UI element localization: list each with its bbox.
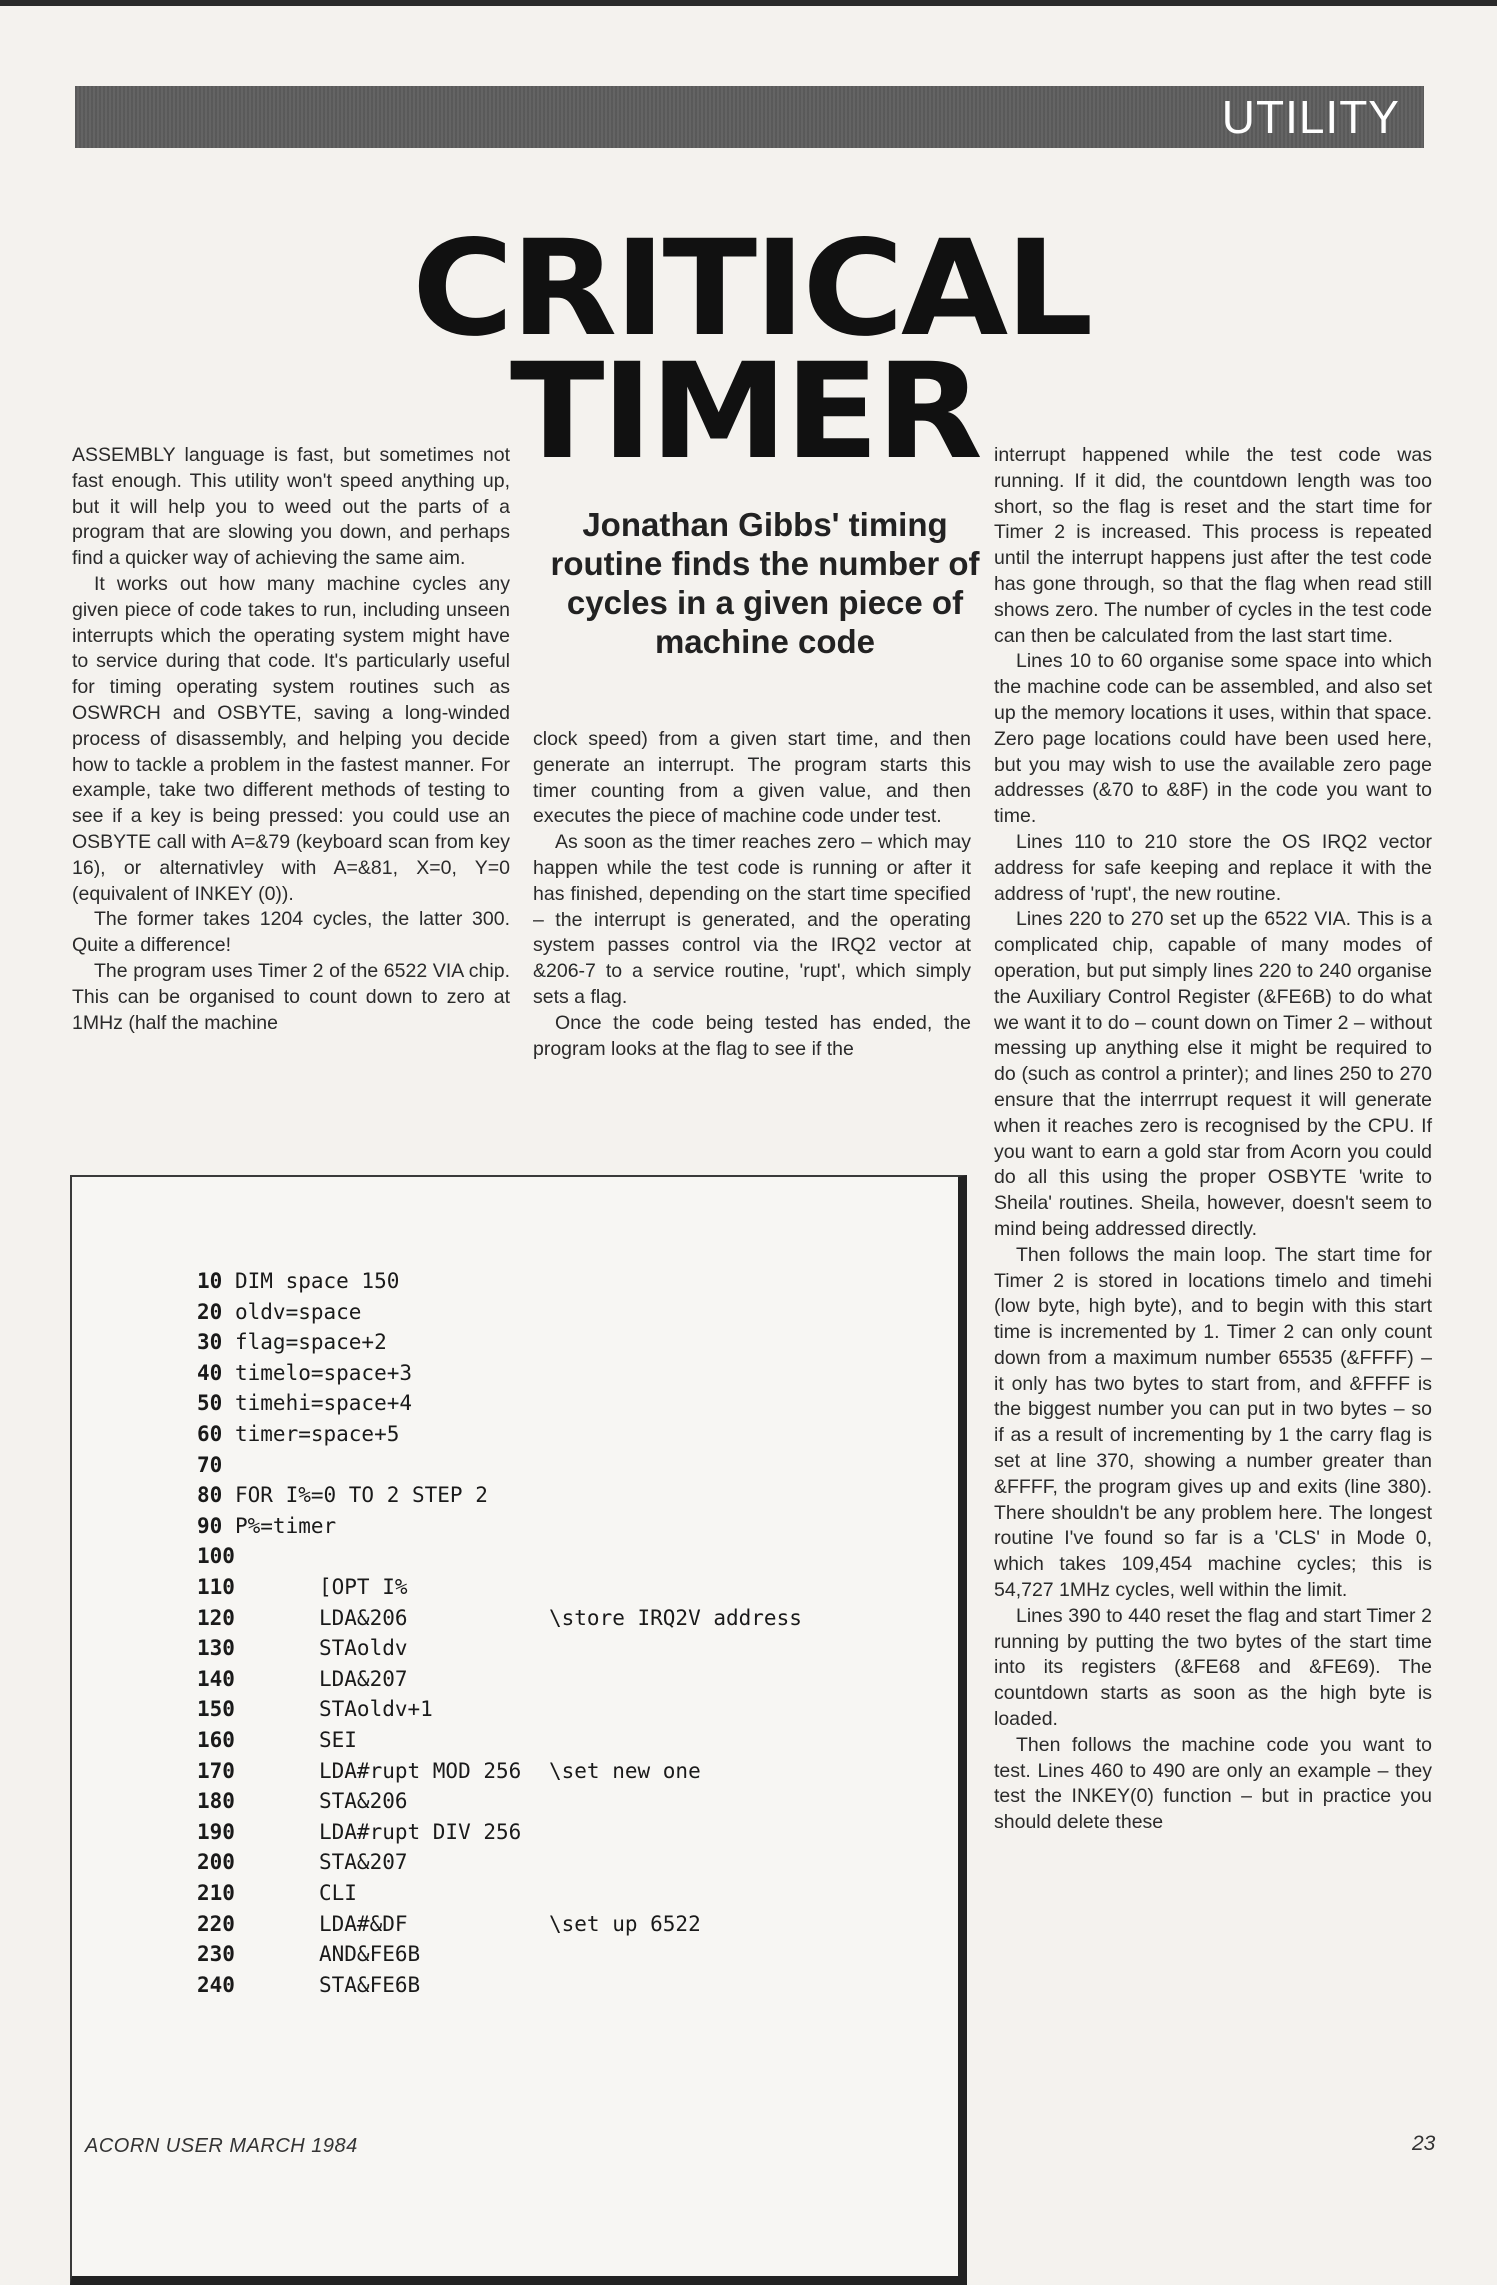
line-number: 230 [197, 1942, 235, 1967]
paragraph: interrupt happened while the test code was running. If it did, the countdown length was too short, so the flag is reset and the start time for Timer 2 is increased. This process is repeated until the interrupt happens just after the test code has gone through, so that the flag when read still shows zero. The number of cycles in the test code can then be calculated from the last start time. [994, 444, 1432, 647]
paragraph: Lines 10 to 60 organise some space into which the machine code can be assembled, and also set up the memory locations it uses, within that space. Zero page locations could have been used here, but you may wish to use the available zero page addresses (&70 to &8F) in the code you want to time. [994, 650, 1432, 828]
listing-line [72, 1820, 962, 1850]
line-number: 170 [197, 1758, 235, 1783]
paragraph: Once the code being tested has ended, the program looks at the flag to see if the [533, 1011, 971, 1060]
listing-line [72, 1544, 962, 1574]
paragraph: clock speed) from a given start time, and then generate an interrupt. The program starts this timer counting from a given value, and then executes the piece of machine code under test. [533, 728, 971, 828]
paragraph: Lines 390 to 440 reset the flag and start Timer 2 running by putting the two bytes of the start time into its registers (&FE68 and &FE69). The countdown starts as soon as the high byte is loaded. [994, 1604, 1432, 1731]
listing-line [72, 1728, 962, 1758]
line-number: 100 [197, 1544, 235, 1569]
statement: LDA#rupt MOD 256 [319, 1758, 522, 1783]
line-number: 140 [197, 1666, 235, 1691]
line-number: 180 [197, 1789, 235, 1814]
listing-line [72, 1912, 962, 1942]
line-number: 200 [197, 1850, 235, 1875]
column-2 [533, 727, 971, 1062]
listing-line [72, 1850, 962, 1880]
comment: \set new one [549, 1758, 701, 1783]
line-number: 150 [197, 1697, 235, 1722]
line-number: 90 [197, 1513, 223, 1538]
statement: STA&FE6B [319, 1972, 421, 1997]
statement: LDA&207 [319, 1666, 408, 1691]
paragraph: Lines 110 to 210 store the OS IRQ2 vector address for safe keeping and replace it with the address of 'rupt', the new routine. [994, 830, 1432, 905]
listing-line [72, 1422, 962, 1452]
listing-line [72, 1881, 962, 1911]
paragraph: As soon as the timer reaches zero – which may happen while the test code is running or after it has finished, depending on the start time specified – the interrupt is generated, and the operating system passes control via the IRQ2 vector at &206-7 to a service routine, 'rupt', which simply sets a flag. [533, 831, 971, 1008]
statement: STAoldv+1 [319, 1697, 433, 1722]
listing-line [72, 1973, 962, 2003]
column-3 [994, 443, 1432, 1836]
paragraph: Then follows the main loop. The start time for Timer 2 is stored in locations timelo and timehi (low byte, high byte), and to begin with this start time is incremented by 1. Timer 2 can only count down from a maximum number 65535 (&FFFF) – it only has two bytes to start from, and &FFFF is the biggest number you can put in two bytes – so if as a result of incrementing by 1 the carry flag is set at line 370, showing a number greater than &FFFF, the program gives up and exits (line 380). There shouldn't be any problem here. The longest routine I've found so far is a 'CLS' in Mode 0, which takes 109,454 machine cycles; this is 54,727 1MHz cycles, well within the limit. [994, 1243, 1432, 1602]
line-number: 40 [197, 1360, 223, 1385]
paragraph: Then follows the machine code you want to test. Lines 460 to 490 are only an example – they test the INKEY(0) function – but in practice you should delete these [994, 1733, 1432, 1834]
statement: STAoldv [319, 1636, 408, 1661]
listing-line [72, 1606, 962, 1636]
statement: LDA#&DF [319, 1911, 408, 1936]
listing-line [72, 1330, 962, 1360]
statement: STA&206 [319, 1789, 408, 1814]
line-number: 130 [197, 1636, 235, 1661]
statement: flag=space+2 [235, 1330, 387, 1355]
statement: FOR I%=0 TO 2 STEP 2 [235, 1483, 488, 1508]
line-number: 20 [197, 1299, 223, 1324]
listing-line [72, 1575, 962, 1605]
statement: DIM space 150 [235, 1269, 400, 1293]
listing-line [72, 1269, 962, 1299]
line-number: 160 [197, 1728, 235, 1752]
listing-line [72, 1697, 962, 1727]
line-number: 50 [197, 1391, 223, 1416]
listing-line [72, 1759, 962, 1789]
listing-line [72, 1636, 962, 1666]
statement: oldv=space [235, 1299, 362, 1324]
line-number: 240 [197, 1972, 235, 1997]
statement: timelo=space+3 [235, 1360, 413, 1385]
paragraph: It works out how many machine cycles any given piece of code takes to run, including unseen interrupts which the operating system might have to service during that code. It's particularly useful for timing operating system routines such as OSWRCH and OSBYTE, saving a long-winded process of disassembly, and helping you decide how to tackle a problem in the fastest manner. For example, take two different methods of testing to see if a key is being pressed: you could use an OSBYTE call with A=&79 (keyboard scan from key 16), or alternativley with A=&81, X=0, Y=0 (equivalent of INKEY (0)). [72, 572, 510, 905]
statement: STA&207 [319, 1850, 408, 1875]
column-1 [72, 443, 510, 1036]
statement: P%=timer [235, 1513, 337, 1538]
paragraph: The program uses Timer 2 of the 6522 VIA chip. This can be organised to count down to zero at 1MHz (half the machine [72, 959, 510, 1034]
paragraph: Lines 220 to 270 set up the 6522 VIA. This is a complicated chip, capable of many modes of operation, but put simply lines 220 to 240 organise the Auxiliary Control Register (&FE6B) to do what we want it to do – count down on Timer 2 – without messing up anything else it might be required to do (such as control a printer); and lines 250 to 270 ensure that the interrrupt request it will generate when it reaches zero is recognised by the CPU. If you want to earn a gold star from Acorn you could do all this using the proper OSBYTE 'write to Sheila' routines. Sheila, however, doesn't seem to mind being addressed directly. [994, 908, 1432, 1240]
listing-line [72, 1391, 962, 1421]
footer-magazine: ACORN USER MARCH 1984 [85, 2135, 358, 2157]
statement: timehi=space+4 [235, 1391, 413, 1416]
listing-line [72, 1300, 962, 1330]
listing-line [72, 1514, 962, 1544]
headline-line-2: TIMER [510, 335, 980, 489]
line-number: 60 [197, 1422, 223, 1446]
section-banner [75, 86, 1424, 148]
statement: LDA&206 [319, 1605, 408, 1630]
line-number: 70 [197, 1452, 223, 1477]
listing-line [72, 1483, 962, 1513]
statement: LDA#rupt DIV 256 [319, 1819, 522, 1844]
comment: \store IRQ2V address [549, 1605, 802, 1630]
listing-line [72, 1453, 962, 1483]
line-number: 210 [197, 1881, 235, 1905]
paragraph: ASSEMBLY language is fast, but sometimes not fast enough. This utility won't speed anything up, but it will help you to weed out the parts of a program that are slowing you down, and perhaps find a quicker way of achieving the same aim. [72, 444, 510, 570]
statement: AND&FE6B [319, 1942, 421, 1967]
statement: CLI [319, 1881, 357, 1905]
line-number: 30 [197, 1330, 223, 1355]
statement: [OPT I% [319, 1575, 408, 1599]
paragraph: The former takes 1204 cycles, the latter 300. Quite a difference! [72, 908, 510, 957]
page-number: 23 [1412, 2132, 1436, 2155]
line-number: 190 [197, 1819, 235, 1844]
line-number: 10 [197, 1269, 223, 1293]
comment: \set up 6522 [549, 1911, 701, 1936]
listing-line [72, 1667, 962, 1697]
statement: SEI [319, 1728, 357, 1752]
line-number: 80 [197, 1483, 223, 1508]
standfirst: Jonathan Gibbs' timing routine finds the number of cycles in a given piece of machine code [550, 506, 980, 660]
program-listing [70, 1175, 967, 2285]
listing-line [72, 1942, 962, 1972]
listing-line [72, 1361, 962, 1391]
line-number: 110 [197, 1575, 235, 1599]
listing-line [72, 1789, 962, 1819]
top-rule [0, 0, 1497, 6]
headline-line-1: CRITICAL [412, 212, 1091, 366]
line-number: 220 [197, 1911, 235, 1936]
section-label: UTILITY [1221, 91, 1400, 143]
line-number: 120 [197, 1605, 235, 1630]
statement: timer=space+5 [235, 1422, 400, 1446]
